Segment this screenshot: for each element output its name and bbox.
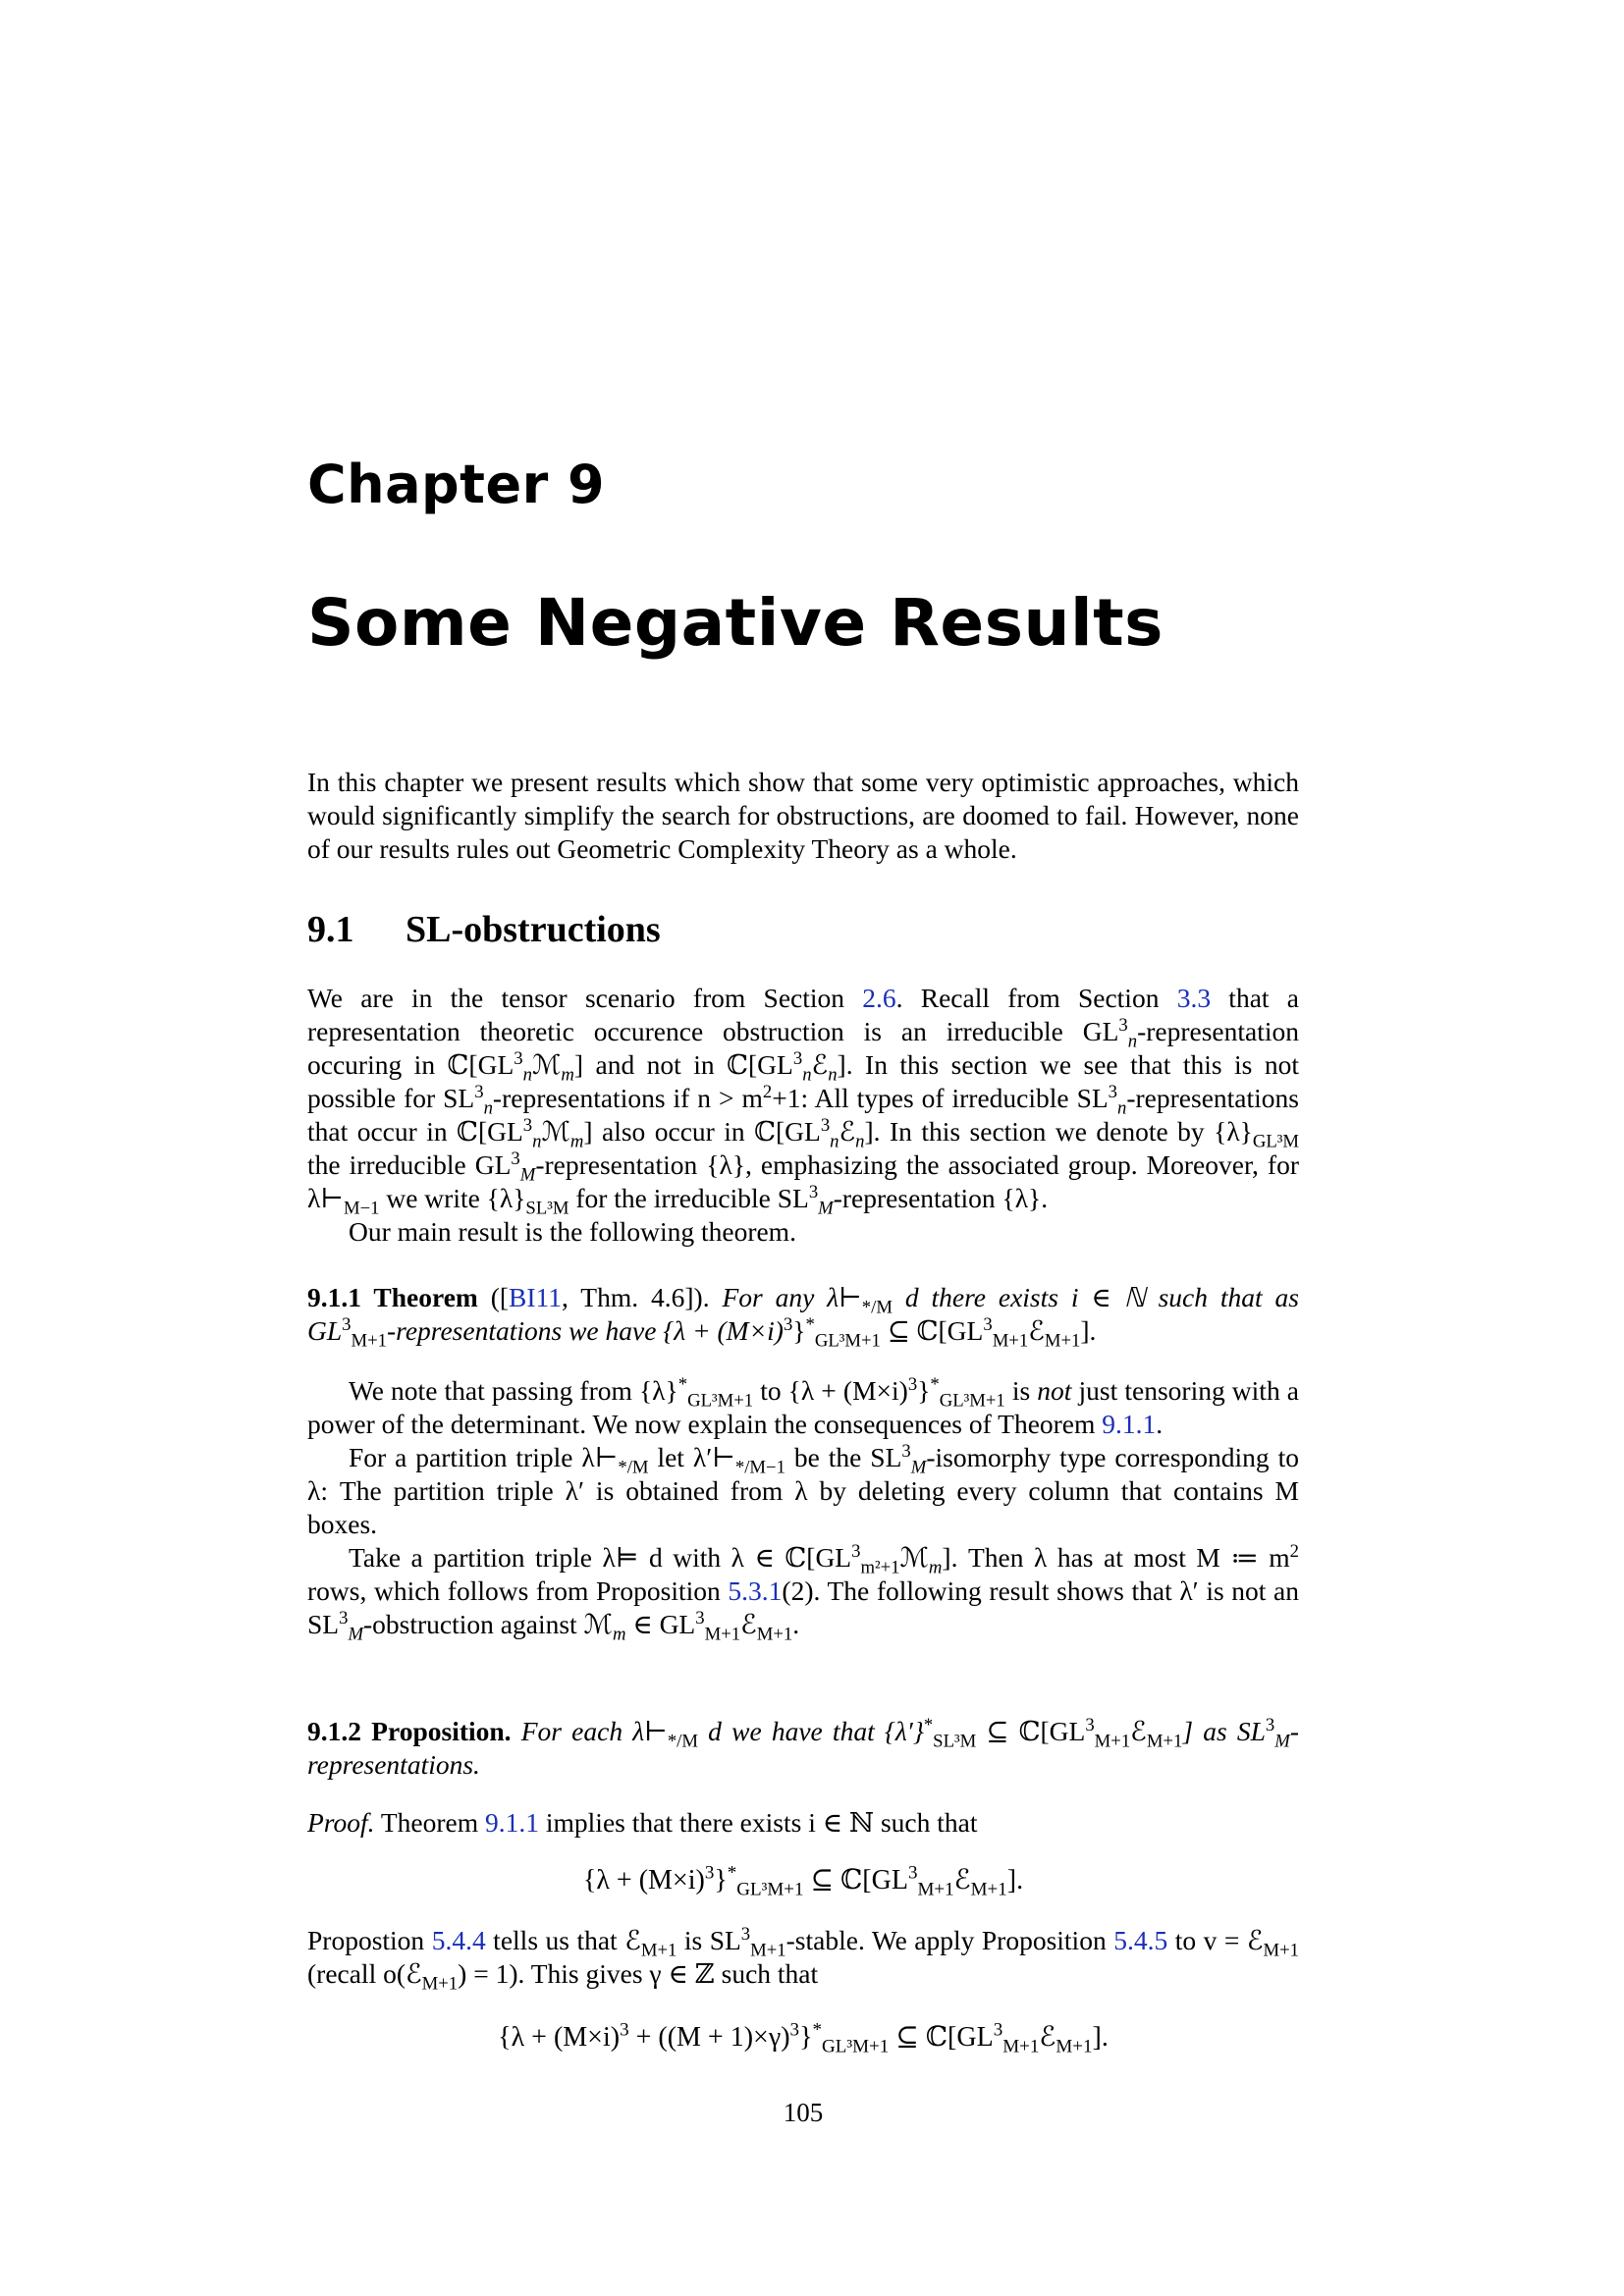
discussion-paragraphs <box>307 1373 1300 1645</box>
chapter-title: Some Negative Results <box>307 585 1164 661</box>
proof-start: Proof. Theorem 9.1.1 implies that there exists i ∈ ℕ such that <box>307 1807 978 1838</box>
paragraph-1: We are in the tensor scenario from Section 2.6. Recall from Section 3.3 that a representation theoretic occurence obstruction is an irreducible $GL^3_n$-representation occuring in $ℂ[GL^3_nℳ_m]$ and not in $ℂ[GL^3_nℰ_n]$. In this section we see that this is not possible for $SL^3_n$-representations if $n > m^2+1$: All types of irreducible $SL^3_n$-representations that occur in $ℂ[GL^3_nℳ_m]$ also occur in $ℂ[GL^3_nℰ_n]$. In this section we denote by $\{\lambda\}_{GL^3M}$ the irreducible $GL^3_M$-representation {λ}, emphasizing the associated group. Moreover, for $\lambda⊢_{M-1}$ we write $\{\lambda\}_{SL^3M}$ for the irreducible $SL^3_M$-representation {λ}. <box>307 983 1299 1219</box>
paragraph-5: Take a partition triple λ⊨ d with λ ∈ $ℂ[GL^3_{m^2+1}ℳ_m]$. Then λ has at most M ≔ $m^2$ rows, which follows from Proposition 5.3.1(2). The following result shows that λ′ is not an $SL^3_M$-obstruction against ℳ$_m$ ∈ $GL^3_{M+1}ℰ_{M+1}$. <box>307 1540 1299 1645</box>
link-proposition-5-4-5[interactable]: 5.4.5 <box>1113 1925 1168 1955</box>
section-body <box>307 982 1299 1249</box>
intro-paragraph: In this chapter we present results which show that some very optimistic approaches, which would significantly simplify the search for obstructions, are doomed to fail. However, none of our results rules out Geometric Complexity Theory as a whole. <box>307 767 1299 864</box>
paragraph-2: Our main result is the following theorem. <box>349 1216 796 1247</box>
section-title: SL-obstructions <box>406 909 661 950</box>
proposition-heading: 9.1.2 Proposition. <box>307 1716 512 1746</box>
page-number: 105 <box>783 2098 824 2127</box>
proposition-9-1-2: 9.1.2 Proposition. For each $\lambda⊢_{*/M}$ d we have that $\{\lambda'\}^*_{SL^3M}$ ⊆ $ℂ[GL^3_{M+1}ℰ_{M+1}]$ as $SL^3_M$-representations. <box>307 1714 1299 1780</box>
paragraph-4: For a partition triple $\lambda⊢_{*/M}$ let $\lambda'⊢_{*/M-1}$ be the $SL^3_M$-isomorphy type corresponding to λ: The partition triple λ′ is obtained from λ by deleting every column that contains M boxes. <box>307 1440 1299 1539</box>
link-theorem-9-1-1[interactable]: 9.1.1 <box>1102 1409 1157 1439</box>
link-theorem-9-1-1-proof[interactable]: 9.1.1 <box>485 1807 540 1838</box>
link-bi11[interactable]: BI11 <box>509 1282 563 1312</box>
link-proposition-5-3-1[interactable]: 5.3.1 <box>728 1575 783 1606</box>
chapter-label: Chapter 9 <box>307 454 606 515</box>
display-equation-2: $\{\lambda + (M\times i)^3 + ((M + 1)\times\gamma)^3\}^*_{GL^3M+1}$ ⊆ $ℂ[GL^3_{M+1}ℰ_{M+1}]$. <box>498 2019 1109 2057</box>
display-equation-1: $\{\lambda + (M\times i)^3\}^*_{GL^3M+1}$ ⊆ $ℂ[GL^3_{M+1}ℰ_{M+1}]$. <box>582 1862 1024 1900</box>
link-section-3-3[interactable]: 3.3 <box>1176 983 1212 1013</box>
theorem-heading: 9.1.1 Theorem <box>307 1282 478 1312</box>
paragraph-3: We note that passing from $\{\lambda\}^*_{GL^3M+1}$ to $\{\lambda + (M\times i)^3\}^*_{GL^3M+1}$ is not just tensoring with a power of the determinant. We now explain the consequences of Theorem 9.1.1. <box>307 1373 1300 1439</box>
link-section-2-6[interactable]: 2.6 <box>862 983 896 1013</box>
proof-label: Proof. <box>307 1807 375 1838</box>
section-number: 9.1 <box>307 909 354 950</box>
link-proposition-5-4-4[interactable]: 5.4.4 <box>431 1925 486 1955</box>
theorem-9-1-1: 9.1.1 Theorem ([BI11, Thm. 4.6]). For any $\lambda⊢_{*/M}$ d there exists i ∈ ℕ such that as $GL^3_{M+1}$-representations we have $\{\lambda + (M\times i)^3\}^*_{GL^3M+1}$ ⊆ $ℂ[GL^3_{M+1}ℰ_{M+1}]$. <box>307 1282 1300 1352</box>
paragraph-6: Propostion 5.4.4 tells us that ℰ$_{M+1}$ is $SL^3_{M+1}$-stable. We apply Proposition 5.4.5 to v = ℰ$_{M+1}$ (recall o(ℰ$_{M+1}$) = 1). This gives γ ∈ ℤ such that <box>307 1923 1299 1995</box>
section-heading <box>307 908 661 951</box>
page <box>307 0 1299 2296</box>
